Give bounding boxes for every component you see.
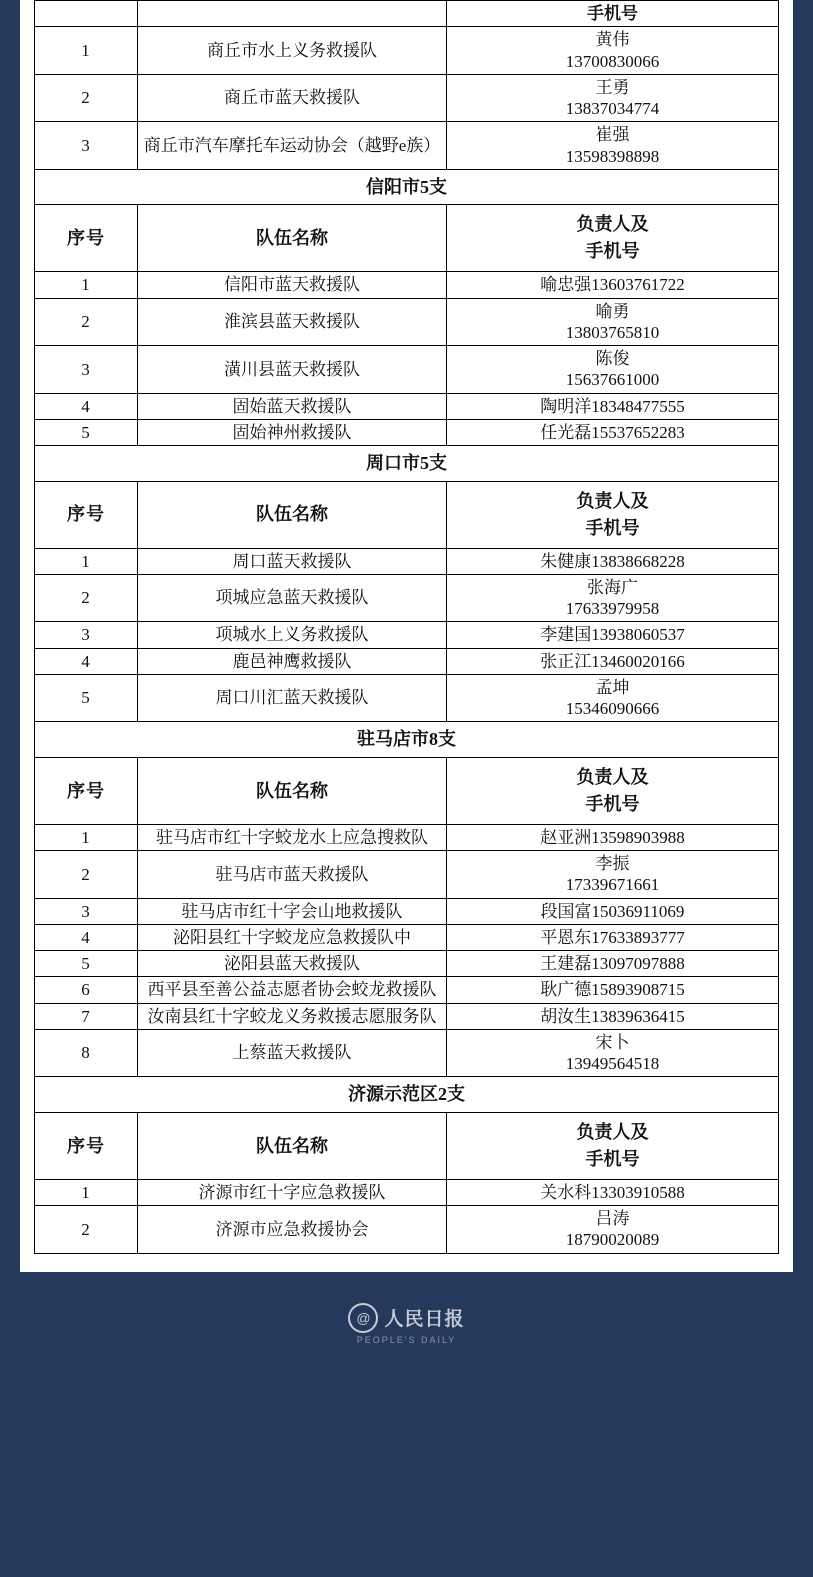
section-title-row xyxy=(35,446,779,482)
person-name-phone: 任光磊15537652283 xyxy=(540,422,685,442)
person-name-phone: 喻忠强13603761722 xyxy=(540,275,685,295)
cell-index: 1 xyxy=(35,1179,138,1205)
table-row xyxy=(35,1029,779,1077)
person-name-phone: 胡汝生13839636415 xyxy=(540,1006,685,1026)
cell-team: 上蔡蓝天救援队 xyxy=(138,1029,447,1077)
cell-index: 2 xyxy=(35,74,138,122)
cell-index: 5 xyxy=(35,419,138,445)
section-title-row xyxy=(35,722,779,758)
table-row xyxy=(35,924,779,950)
cell-person xyxy=(447,648,779,674)
cell-person xyxy=(447,674,779,722)
table-row xyxy=(35,27,779,75)
cell-team: 项城应急蓝天救援队 xyxy=(138,574,447,622)
person-phone: 15346090666 xyxy=(565,699,660,718)
cell-person xyxy=(447,824,779,850)
rescue-teams-table xyxy=(34,0,779,1254)
person-name: 黄伟 xyxy=(595,30,630,50)
cell-person xyxy=(447,851,779,899)
people-daily-logo-icon: @ xyxy=(348,1303,378,1333)
table-row xyxy=(35,1179,779,1205)
table-row-partial-header xyxy=(35,1,779,27)
cell-person xyxy=(447,1003,779,1029)
cell-team: 驻马店市蓝天救援队 xyxy=(138,851,447,899)
person-name: 孟坤 xyxy=(595,677,630,697)
person-name-phone: 关水科13303910588 xyxy=(540,1182,685,1202)
person-name: 喻勇 xyxy=(595,301,630,321)
table-row xyxy=(35,548,779,574)
person-name-phone: 张正江13460020166 xyxy=(540,651,685,671)
table-row xyxy=(35,951,779,977)
person-name-phone: 赵亚洲13598903988 xyxy=(540,827,685,847)
section-title-row xyxy=(35,169,779,205)
column-header-person: 负责人及 手机号 xyxy=(447,757,779,824)
cell-team: 泌阳县红十字蛟龙应急救援队中 xyxy=(138,924,447,950)
person-name: 崔强 xyxy=(595,125,630,145)
table-row xyxy=(35,977,779,1003)
cell-index: 5 xyxy=(35,674,138,722)
table-header-row xyxy=(35,757,779,824)
cell-index: 1 xyxy=(35,548,138,574)
column-header-index: 序号 xyxy=(35,205,138,272)
cell-index: 4 xyxy=(35,393,138,419)
cell-person xyxy=(447,1179,779,1205)
cell-index: 4 xyxy=(35,924,138,950)
column-header-team: 队伍名称 xyxy=(138,757,447,824)
cell-index: 6 xyxy=(35,977,138,1003)
cell-team: 济源市红十字应急救援队 xyxy=(138,1179,447,1205)
cell-index: 7 xyxy=(35,1003,138,1029)
section-title: 周口市5支 xyxy=(35,446,779,482)
person-name-phone: 段国富15036911069 xyxy=(540,901,685,921)
cell-index: 4 xyxy=(35,648,138,674)
table-header-row xyxy=(35,205,779,272)
table-row xyxy=(35,298,779,346)
person-phone: 13837034774 xyxy=(565,99,660,118)
cell-person: 手机号 xyxy=(447,1,779,27)
person-name-phone: 平恩东17633893777 xyxy=(540,927,685,947)
person-name-phone: 朱健康13838668228 xyxy=(540,551,685,571)
table-row xyxy=(35,74,779,122)
cell-index xyxy=(35,1,138,27)
person-phone: 17633979958 xyxy=(565,599,660,618)
cell-person xyxy=(447,977,779,1003)
table-header-row xyxy=(35,481,779,548)
cell-person xyxy=(447,122,779,170)
table-row xyxy=(35,419,779,445)
table-row xyxy=(35,851,779,899)
cell-team: 济源市应急救援协会 xyxy=(138,1206,447,1254)
cell-team: 泌阳县蓝天救援队 xyxy=(138,951,447,977)
person-name: 王勇 xyxy=(595,77,630,97)
column-header-team: 队伍名称 xyxy=(138,1112,447,1179)
person-name-phone: 王建磊13097097888 xyxy=(540,954,685,973)
cell-team: 周口蓝天救援队 xyxy=(138,548,447,574)
cell-team: 驻马店市红十字会山地救援队 xyxy=(138,898,447,924)
cell-team xyxy=(138,1,447,27)
cell-person xyxy=(447,298,779,346)
person-name: 宋卜 xyxy=(595,1032,630,1052)
person-name: 吕涛 xyxy=(595,1209,630,1228)
cell-index: 3 xyxy=(35,122,138,170)
table-row xyxy=(35,272,779,298)
cell-team: 淮滨县蓝天救援队 xyxy=(138,298,447,346)
cell-team: 信阳市蓝天救援队 xyxy=(138,272,447,298)
table-row xyxy=(35,393,779,419)
table-row xyxy=(35,648,779,674)
logo-row xyxy=(348,1303,464,1333)
cell-person xyxy=(447,393,779,419)
cell-index: 5 xyxy=(35,951,138,977)
cell-team: 固始蓝天救援队 xyxy=(138,393,447,419)
section-title: 驻马店市8支 xyxy=(35,722,779,758)
column-header-team: 队伍名称 xyxy=(138,205,447,272)
cell-index: 1 xyxy=(35,824,138,850)
cell-team: 鹿邑神鹰救援队 xyxy=(138,648,447,674)
cell-team: 西平县至善公益志愿者协会蛟龙救援队 xyxy=(138,977,447,1003)
table-body xyxy=(35,1,779,1254)
column-header-team: 队伍名称 xyxy=(138,481,447,548)
cell-index: 3 xyxy=(35,622,138,648)
person-phone: 17339671661 xyxy=(565,875,660,895)
person-phone: 15637661000 xyxy=(565,370,660,390)
cell-index: 2 xyxy=(35,851,138,899)
cell-index: 1 xyxy=(35,27,138,75)
cell-team: 商丘市蓝天救援队 xyxy=(138,74,447,122)
cell-person xyxy=(447,272,779,298)
cell-person xyxy=(447,951,779,977)
table-row xyxy=(35,622,779,648)
cell-person xyxy=(447,924,779,950)
table-row xyxy=(35,898,779,924)
cell-person xyxy=(447,346,779,394)
person-name-phone: 陶明洋18348477555 xyxy=(540,396,685,416)
person-name: 陈俊 xyxy=(595,349,630,368)
table-header-row xyxy=(35,1112,779,1179)
cell-person xyxy=(447,622,779,648)
table-sheet xyxy=(20,0,793,1272)
cell-person xyxy=(447,548,779,574)
person-name-phone: 耿广德15893908715 xyxy=(540,980,685,1000)
cell-index: 2 xyxy=(35,574,138,622)
table-row xyxy=(35,122,779,170)
column-header-index: 序号 xyxy=(35,1112,138,1179)
cell-index: 3 xyxy=(35,346,138,394)
table-row xyxy=(35,574,779,622)
person-phone: 13700830066 xyxy=(565,51,660,71)
cell-index: 2 xyxy=(35,1206,138,1254)
cell-team: 商丘市水上义务救援队 xyxy=(138,27,447,75)
table-row xyxy=(35,346,779,394)
cell-team: 项城水上义务救援队 xyxy=(138,622,447,648)
cell-person xyxy=(447,898,779,924)
table-row xyxy=(35,1003,779,1029)
brand-name-cn: 人民日报 xyxy=(384,1309,465,1330)
section-title: 信阳市5支 xyxy=(35,169,779,205)
person-name: 李振 xyxy=(595,854,630,873)
footer-branding xyxy=(20,1272,793,1376)
cell-index: 2 xyxy=(35,298,138,346)
column-header-person: 负责人及 手机号 xyxy=(447,481,779,548)
section-title-row xyxy=(35,1077,779,1113)
table-row xyxy=(35,824,779,850)
cell-index: 1 xyxy=(35,272,138,298)
cell-team: 潢川县蓝天救援队 xyxy=(138,346,447,394)
column-header-index: 序号 xyxy=(35,757,138,824)
cell-team: 汝南县红十字蛟龙义务救援志愿服务队 xyxy=(138,1003,447,1029)
column-header-person: 负责人及 手机号 xyxy=(447,1112,779,1179)
cell-person xyxy=(447,74,779,122)
cell-team: 固始神州救援队 xyxy=(138,419,447,445)
cell-index: 3 xyxy=(35,898,138,924)
person-phone: 13803765810 xyxy=(565,322,660,342)
person-name: 张海广 xyxy=(587,577,638,597)
person-phone: 13598398898 xyxy=(565,146,660,166)
column-header-index: 序号 xyxy=(35,481,138,548)
cell-team: 商丘市汽车摩托车运动协会（越野e族） xyxy=(138,122,447,170)
cell-team: 驻马店市红十字蛟龙水上应急搜救队 xyxy=(138,824,447,850)
cell-index: 8 xyxy=(35,1029,138,1077)
brand-name-en: PEOPLE'S DAILY xyxy=(356,1334,457,1345)
cell-person xyxy=(447,574,779,622)
table-row xyxy=(35,1206,779,1254)
cell-person xyxy=(447,419,779,445)
person-phone: 13949564518 xyxy=(565,1054,660,1073)
cell-person xyxy=(447,27,779,75)
cell-person xyxy=(447,1029,779,1077)
column-header-person: 负责人及 手机号 xyxy=(447,205,779,272)
person-phone: 18790020089 xyxy=(565,1230,660,1250)
cell-team: 周口川汇蓝天救援队 xyxy=(138,674,447,722)
table-row xyxy=(35,674,779,722)
person-name-phone: 李建国13938060537 xyxy=(540,625,685,645)
cell-person xyxy=(447,1206,779,1254)
section-title: 济源示范区2支 xyxy=(35,1077,779,1113)
